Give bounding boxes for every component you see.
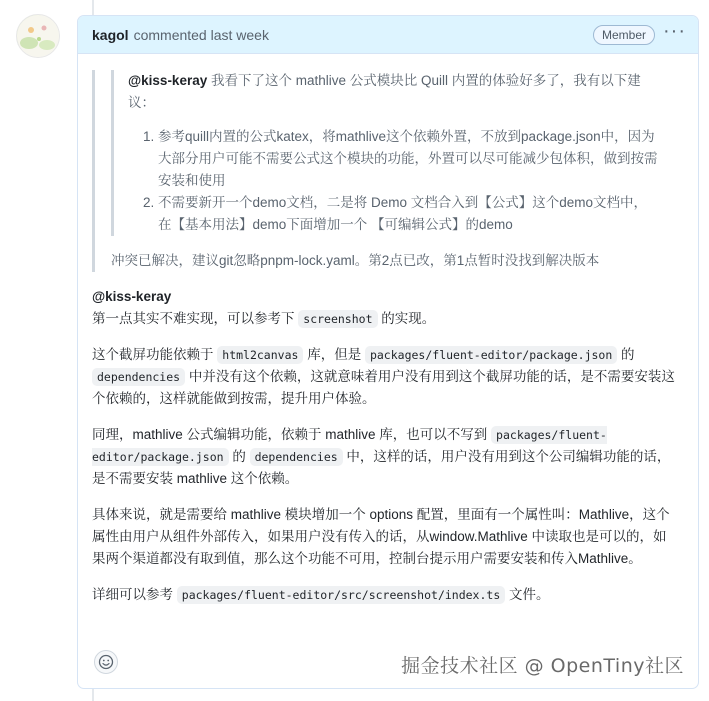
comment-author[interactable]: kagol [92,26,129,43]
paragraph-2 [92,344,680,410]
inline-code: packages/fluent-editor/package.json [92,428,607,464]
text: 中并没有这个依赖，这就意味着用户没有用到这个截屏功能的话，是不需要安装这个依赖的，这样就能做到按需，提升用户体验。 [92,369,675,406]
text: 的 [228,449,250,464]
avatar[interactable] [16,14,60,58]
watermark: 掘金技术社区 @ OpenTiny社区 [401,655,684,677]
comment-body [78,54,698,606]
quote-list-item: 1. 参考quill内置的公式katex，将mathlive这个依赖外置，不放到package.json中，因为大部分用户可能不需要公式这个模块的功能，外置可以尽可能减少包体积，做到按需安装和使用 [158,126,658,192]
text: 中，这样的话，用户没有用到这个公司编辑功能的话，是不需要安装 mathlive 这个依赖。 [92,449,671,486]
inline-code: html2canvas [217,346,303,364]
inline-code: packages/fluent-editor/src/screenshot/index.ts [177,586,506,604]
comment-card [77,15,699,689]
member-badge: Member [593,25,655,45]
quote-intro [128,70,658,114]
quote-mention[interactable]: @kiss-keray [128,73,208,88]
text: 库，但是 [303,347,365,362]
inline-code: packages/fluent-editor/package.json [365,346,617,364]
inline-code: screenshot [298,310,377,328]
text: 文件。 [505,587,550,602]
comment-timestamp[interactable]: commented last week [133,26,269,43]
smiley-icon [98,654,114,670]
text: 这个截屏功能依赖于 [92,347,218,362]
paragraph-3 [92,424,680,490]
paragraph-5 [92,584,680,606]
quote-inner [111,70,668,236]
quote-reply: 冲突已解决，建议git忽略pnpm-lock.yaml。第2点已改，第1点暂时没找到解决版本 [111,253,600,268]
text: 的实现。 [377,311,436,326]
text: 同理，mathlive 公式编辑功能，依赖于 mathlive 库，也可以不写到 [92,427,492,442]
avatar-image-icon [17,15,59,57]
inline-code: dependencies [92,368,185,386]
kebab-horizontal-icon[interactable]: ··· [663,20,686,42]
quote-list-item: 2. 不需要新开一个demo文档，二是将 Demo 文档合入到【公式】这个demo文档中，在【基本用法】demo下面增加一个 【可编辑公式】的demo [158,192,658,236]
paragraph-4: 具体来说，就是需要给 mathlive 模块增加一个 options 配置，里面有一个属性叫：Mathlive，这个属性由用户从组件外部传入，如果用户没有传入的话，从window.Mathlive 中读取也是可以的，如果两个渠道都没有取到值，那么这个功能不可用，控制台提示用户需要安装和传入Mathlive。 [92,507,670,566]
quote-outer [92,70,680,272]
user-mention[interactable]: @kiss-keray [92,289,172,304]
inline-code: dependencies [250,448,343,466]
quote-list [128,126,658,236]
paragraph-1 [92,286,680,330]
text: 第一点其实不难实现，可以参考下 [92,311,299,326]
add-reaction-button[interactable] [94,650,118,674]
quote-intro-text: 我看下了这个 mathlive 公式模块比 Quill 内置的体验好多了，我有以下建议： [128,73,641,110]
text: 详细可以参考 [92,587,177,602]
comment-header [78,16,698,54]
text: 的 [617,347,635,362]
